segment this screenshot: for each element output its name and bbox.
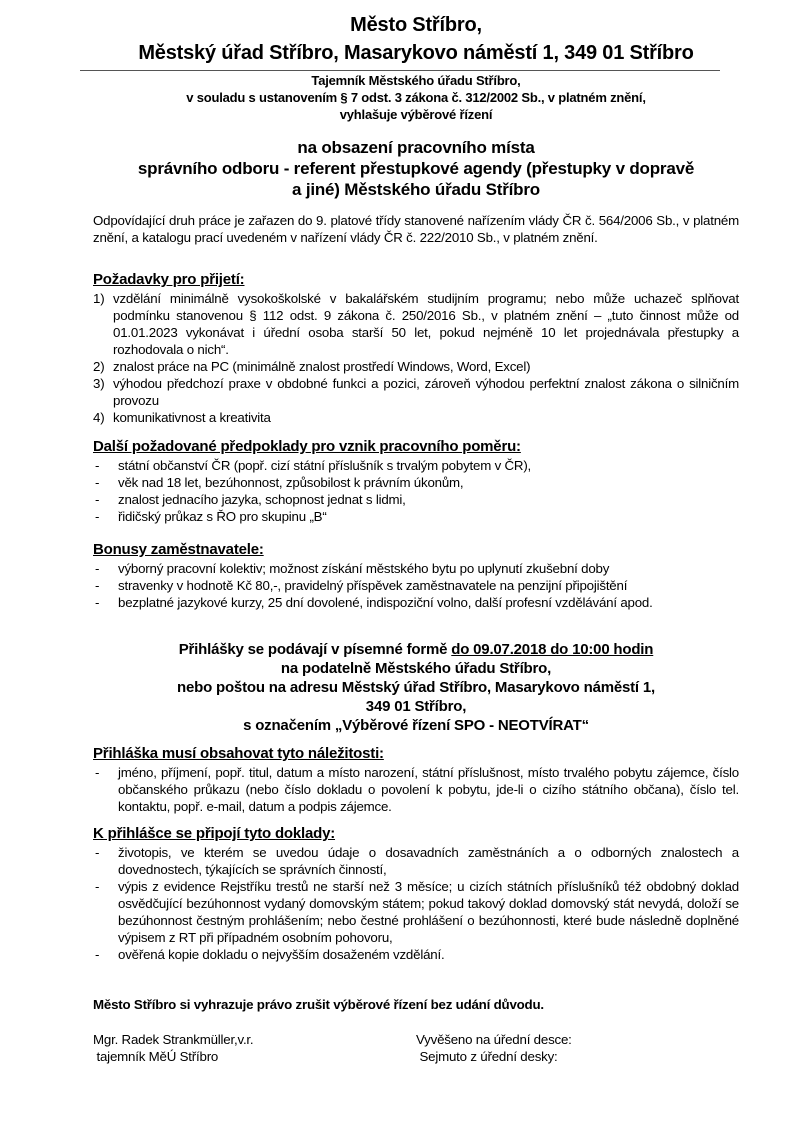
header-divider [80,70,720,71]
item-text: stravenky v hodnotě Kč 80,-, pravidelný příspěvek zaměstnavatele na penzijní připojištění [118,578,628,593]
item-text: vzdělání minimálně vysokoškolské v bakalářském studijním programu; nebo může uchazeč splňovat podmínku stanovenou § 112 odst. 9 zákona č. 250/2016 Sb., v platném znění – „tuto činnost může od 01.01.2023 vykonávat i úřední osoba starší 50 let, pokud nejméně 10 let projednávala přestupky a rozhodovala o nich“. [113,291,739,357]
item-text: životopis, ve kterém se uvedou údaje o dosavadních zaměstnáních a o odborných znalostech a dovednostech, týkajících se správních činností, [118,845,739,877]
item-number: 2) [93,359,105,374]
item-text: výpis z evidence Rejstříku trestů ne starší než 3 měsíce; u cizích státních příslušníků též obdobný doklad osvědčující bezúhonnost vydaný domovským státem; pokud takový doklad domovský stát nevydá, doloží se bezúhonnost čestným prohlášením; nebo čestné prohlášení o bezúhonnosti, které bude následně doplněné výpisem z RT při případném osobním pohovoru, [118,879,739,945]
item-text: znalost práce na PC (minimálně znalost prostředí Windows, Word, Excel) [113,359,531,374]
submission-deadline: do 09.07.2018 do 10:00 hodin [451,641,654,658]
position-title-line-1: na obsazení pracovního místa [297,138,535,157]
item-text: jméno, příjmení, popř. titul, datum a místo narození, státní příslušnost, místo trvalého pobytu zájemce, číslo občanského průkazu (nebo číslo dokladu o povolení k pobytu, jde-li o cizího státního občana), číslo tel. kontaktu, popř. e-mail, datum a podpis zájemce. [118,765,739,814]
requirement-item [93,290,739,358]
submission-line-2: na podatelně Městského úřadu Stříbro, [280,660,552,677]
item-text: komunikativnost a kreativita [113,410,271,425]
bonus-item: - bezplatné jazykové kurzy, 25 dní dovolené, indispoziční volno, další profesní vzdělávání apod. [95,595,653,610]
item-text: výborný pracovní kolektiv; možnost získání městského bytu po uplynutí zkušební doby [118,561,610,576]
posted-label: Vyvěšeno na úřední desce: [416,1032,572,1047]
bonus-item: - výborný pracovní kolektiv; možnost získání městského bytu po uplynutí zkušební doby [95,561,610,576]
attachment-item: - životopis, ve kterém se uvedou údaje o dosavadních zaměstnáních a o odborných znalostech a dovednostech, týkajících se správních činností, [95,845,739,877]
item-number: 1) [93,291,105,306]
item-text: ověřená kopie dokladu o nejvyšším dosaženém vzdělání. [118,947,445,962]
city-heading: Město Stříbro, [350,14,482,36]
application-contents-heading: Přihláška musí obsahovat tyto náležitosti: [93,745,384,762]
prerequisites-heading: Další požadované předpoklady pro vznik pracovního poměru: [93,438,521,455]
item-number: 3) [93,376,105,391]
item-text: věk nad 18 let, bezúhonnost, způsobilost k právním úkonům, [118,475,464,490]
item-text: státní občanství ČR (popř. cizí státní příslušník s trvalým pobytem v ČR), [118,458,532,473]
prerequisites-list [93,457,739,525]
requirement-item [93,375,739,409]
signatory-role: tajemník MěÚ Stříbro [93,1049,219,1064]
application-contents-list [93,764,739,815]
item-number: 4) [93,410,105,425]
requirements-heading: Požadavky pro přijetí: [93,271,245,288]
submission-line-1 [93,640,739,660]
submission-prefix: Přihlášky se podávají v písemné formě [178,641,452,658]
submission-line-3: nebo poštou na adresu Městský úřad Stříbro, Masarykovo náměstí 1, [177,679,655,696]
salary-paragraph: Odpovídající druh práce je zařazen do 9. platové třídy stanovené nařízením vlády ČR č. 564/2006 Sb., v platném znění, a katalogu prací uvedeném v nařízení vlády ČR č. 222/2010 Sb., v platném znění. [93,213,739,245]
submission-line-4: 349 01 Stříbro, [365,698,467,715]
attachment-item: - výpis z evidence Rejstříku trestů ne starší než 3 měsíce; u cizích státních příslušníků též obdobný doklad osvědčující bezúhonnost vydaný domovským státem; pokud takový doklad domovský stát nevydá, doloží se bezúhonnost čestným prohlášením; nebo čestné prohlášení o bezúhonnosti, které bude následně doplněné výpisem z RT při případném osobním pohovoru, [95,879,739,945]
intro-line-2: v souladu s ustanovením § 7 odst. 3 zákona č. 312/2002 Sb., v platném znění, [186,90,646,105]
item-text: řidičský průkaz s ŘO pro skupinu „B“ [118,509,327,524]
prerequisite-item: - znalost jednacího jazyka, schopnost jednat s lidmi, [95,492,406,507]
bonus-item: - stravenky v hodnotě Kč 80,-, pravidelný příspěvek zaměstnavatele na penzijní připojištění [95,578,628,593]
intro-line-3: vyhlašuje výběrové řízení [339,107,493,122]
application-content-item: - jméno, příjmení, popř. titul, datum a místo narození, státní příslušnost, místo trvalého pobytu zájemce, číslo občanského průkazu (nebo číslo dokladu o povolení k pobytu, jde-li o cizího státního občana), číslo tel. kontaktu, popř. e-mail, datum a podpis zájemce. [95,765,739,814]
item-text: výhodou předchozí praxe v obdobné funkci a pozici, zároveň výhodou perfektní znalost zákona o silničním provozu [113,376,739,408]
attachments-heading: K přihlášce se připojí tyto doklady: [93,825,336,842]
position-title-line-2: správního odboru - referent přestupkové agendy (přestupky v dopravě [137,159,695,178]
closing-statement: Město Stříbro si vyhrazuje právo zrušit výběrové řízení bez udání důvodu. [93,997,544,1012]
prerequisite-item: - státní občanství ČR (popř. cizí státní příslušník s trvalým pobytem v ČR), [95,458,532,473]
position-title-line-3: a jiné) Městského úřadu Stříbro [292,180,540,199]
attachments-list [93,844,739,963]
intro-line-1: Tajemník Městského úřadu Stříbro, [311,73,521,88]
attachment-item: - ověřená kopie dokladu o nejvyšším dosaženém vzdělání. [95,947,445,962]
item-text: bezplatné jazykové kurzy, 25 dní dovolené, indispoziční volno, další profesní vzdělávání apod. [118,595,653,610]
signatory-name: Mgr. Radek Strankmüller,v.r. [93,1032,254,1047]
bonuses-heading: Bonusy zaměstnavatele: [93,541,264,558]
prerequisite-item: - věk nad 18 let, bezúhonnost, způsobilost k právním úkonům, [95,475,464,490]
removed-label: Sejmuto z úřední desky: [416,1049,558,1064]
requirement-item [93,358,739,375]
bonuses-list [93,560,739,611]
item-text: znalost jednacího jazyka, schopnost jednat s lidmi, [118,492,406,507]
prerequisite-item: - řidičský průkaz s ŘO pro skupinu „B“ [95,509,327,524]
requirements-list [93,290,739,426]
submission-line-5: s označením „Výběrové řízení SPO - NEOTVÍRAT“ [243,717,589,734]
requirement-item [93,409,739,426]
office-address-heading: Městský úřad Stříbro, Masarykovo náměstí 1, 349 01 Stříbro [138,42,694,64]
